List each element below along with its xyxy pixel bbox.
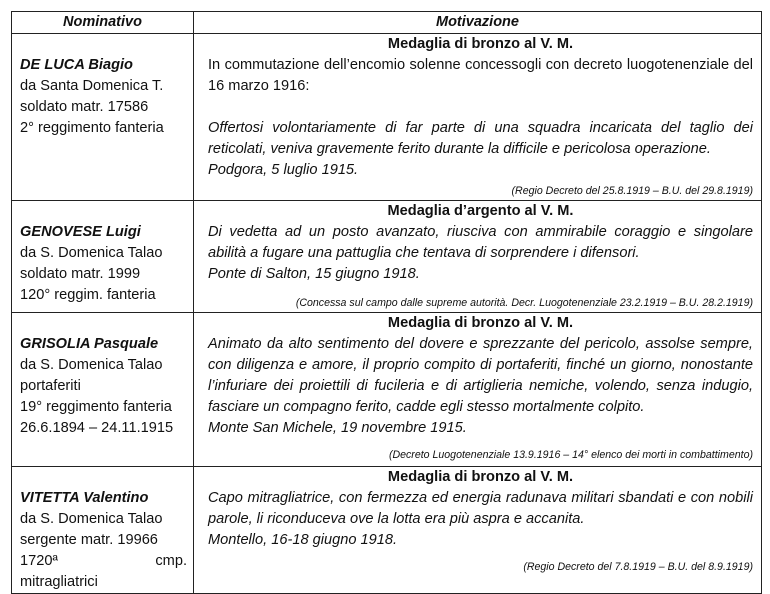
table-row <box>12 201 762 313</box>
person-detail: 1720ª cmp. <box>20 553 187 569</box>
citation-text: Capo mitragliatrice, con fermezza ed energia radunava militari sbandati e con nobili parole, li riconduceva ove la lotta era più aspra e accanita. <box>208 490 753 527</box>
intro-text: In commutazione dell’encomio solenne concessogli con decreto luogotenenziale del 16 marzo 1916: <box>208 57 753 94</box>
decree-source: (Regio Decreto del 7.8.1919 – B.U. del 8.9.1919) <box>523 561 753 573</box>
motivation-cell <box>194 201 762 313</box>
place-date: Ponte di Salton, 15 giugno 1918. <box>208 266 420 282</box>
decree-source: (Concessa sul campo dalle supreme autorità. Decr. Luogotenenziale 23.2.1919 – B.U. 28.2.1919) <box>295 297 753 309</box>
name-cell <box>12 313 194 467</box>
name-cell <box>12 34 194 201</box>
person-detail: 2° reggimento fanteria <box>20 120 164 136</box>
decree-source: (Regio Decreto del 25.8.1919 – B.U. del 29.8.1919) <box>511 185 753 197</box>
place-date: Podgora, 5 luglio 1915. <box>208 162 359 178</box>
table-row <box>12 313 762 467</box>
person-detail: 19° reggimento fanteria <box>20 399 172 415</box>
person-detail: mitragliatrici <box>20 574 98 590</box>
citation-text: Di vedetta ad un posto avanzato, riusciva con ammirabile coraggio e singolare abilità a fugare una pattuglia che tentava di sorprendere i difensori. <box>208 224 753 261</box>
table-row <box>12 467 762 594</box>
name-cell <box>12 467 194 594</box>
name-cell <box>12 201 194 313</box>
citation-text: Offertosi volontariamente di far parte di una squadra incaricata del taglio dei reticolati, veniva gravemente ferito durante la difficile e pericolosa operazione. <box>208 120 753 157</box>
person-name: DE LUCA Biagio <box>20 57 133 73</box>
decree-source: (Decreto Luogotenenziale 13.9.1916 – 14° elenco dei morti in combattimento) <box>388 449 753 461</box>
person-detail: sergente matr. 19966 <box>20 532 158 548</box>
person-name: GRISOLIA Pasquale <box>20 336 159 352</box>
person-detail: da Santa Domenica T. <box>20 78 164 94</box>
awards-table <box>11 11 762 594</box>
motivation-cell <box>194 467 762 594</box>
person-detail: 26.6.1894 – 24.11.1915 <box>20 420 174 436</box>
person-detail: da S. Domenica Talao <box>20 245 163 261</box>
table-row <box>12 34 762 201</box>
header-name: Nominativo <box>12 12 194 34</box>
motivation-cell <box>194 313 762 467</box>
motivation-cell <box>194 34 762 201</box>
place-date: Montello, 16-18 giugno 1918. <box>208 532 398 548</box>
person-name: GENOVESE Luigi <box>20 224 141 240</box>
medal-title: Medaglia di bronzo al V. M. <box>387 36 574 52</box>
person-detail: soldato matr. 17586 <box>20 99 149 115</box>
place-date: Monte San Michele, 19 novembre 1915. <box>208 420 467 436</box>
person-name: VITETTA Valentino <box>20 490 149 506</box>
person-detail: da S. Domenica Talao <box>20 357 163 373</box>
citation-text: Animato da alto sentimento del dovere e sprezzante del pericolo, assolse sempre, con diligenza e amore, il proprio compito di portaferiti, finché un giorno, nonostante l’infuriare dei proiettili di fucileria e di artiglieria nemiche, volendo, senza indugio, fasciare un compagno ferito, cadde egli stesso mortalmente colpito. <box>208 336 753 415</box>
person-detail: da S. Domenica Talao <box>20 511 163 527</box>
medal-title: Medaglia d’argento al V. M. <box>387 203 574 219</box>
person-detail: soldato matr. 1999 <box>20 266 141 282</box>
medal-title: Medaglia di bronzo al V. M. <box>387 469 574 485</box>
header-motivation: Motivazione <box>194 12 762 34</box>
header-row <box>12 12 762 34</box>
person-detail: portaferiti <box>20 378 81 394</box>
person-detail: 120° reggim. fanteria <box>20 287 156 303</box>
medal-title: Medaglia di bronzo al V. M. <box>387 315 574 331</box>
